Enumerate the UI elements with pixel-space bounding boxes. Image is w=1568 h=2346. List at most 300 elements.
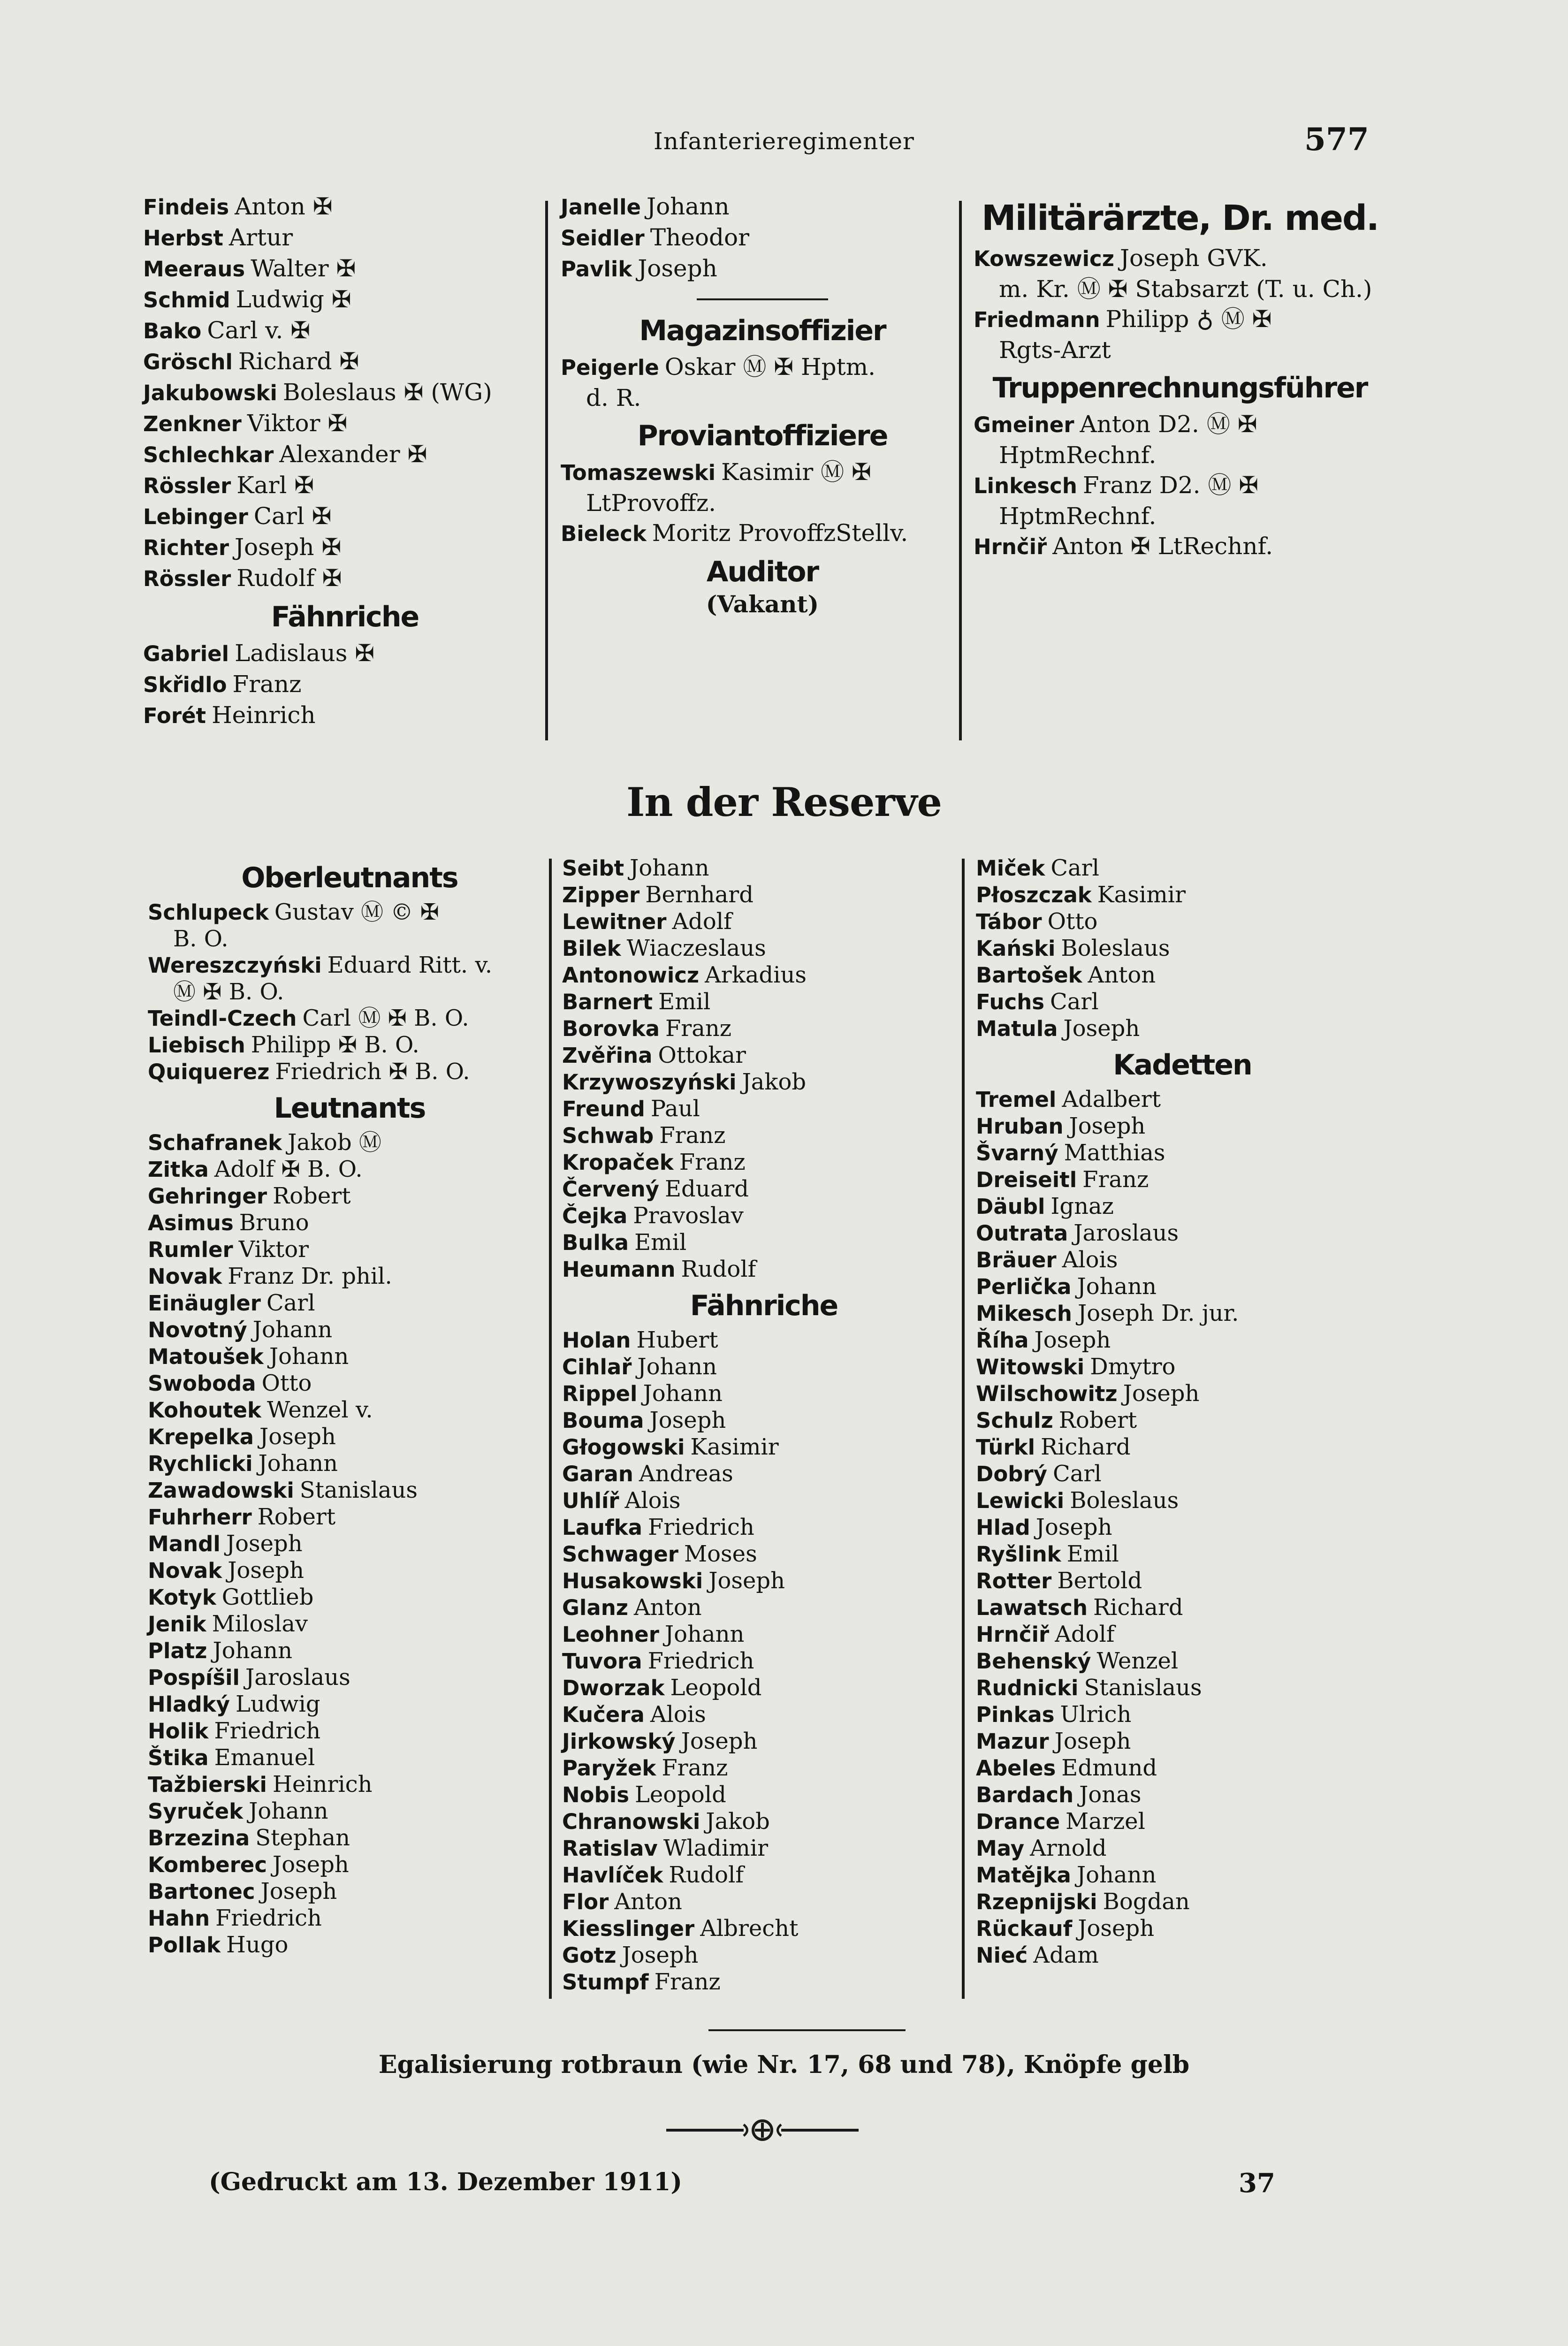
list-item [976,1220,1389,1247]
list-item [976,1675,1389,1701]
list-item [148,1005,551,1032]
given-name: Adolf ✠ B. O. [214,1156,363,1182]
given-name: Richard [1041,1434,1131,1460]
list-item [562,1808,966,1835]
surname: Witowski [976,1355,1085,1379]
surname: Tuvora [562,1649,642,1674]
entry-continuation: Rgts-Arzt [999,336,1111,364]
list-item [143,669,547,700]
list-item [562,962,966,989]
given-name: Joseph [260,1878,337,1904]
list-item [148,1905,551,1932]
section-heading: Leutnants [274,1092,426,1125]
surname: Tažbierski [148,1772,267,1797]
surname: Havlíček [562,1863,663,1888]
section-heading: Militärärzte, Dr. med. [981,198,1379,238]
surname: Kohoutek [148,1398,261,1423]
section-heading: Oberleutnants [241,861,458,894]
given-name: Franz [659,1122,726,1149]
surname: Schafranek [148,1130,282,1155]
entry-continuation: HptmRechnf. [999,442,1157,469]
surname: Schulz [976,1408,1053,1433]
list-item [148,1584,551,1611]
section-heading: Truppenrechnungsführer [992,372,1368,404]
given-name: Franz [665,1015,732,1042]
given-name: Moritz ProvoffzStellv. [652,519,908,547]
given-name: Joseph [638,255,717,282]
given-name: Friedrich [214,1718,321,1744]
surname: Türkl [976,1435,1035,1460]
given-name: Leopold [635,1782,726,1808]
list-item [148,1771,551,1798]
given-name: Heinrich [272,1771,373,1798]
list-item [143,563,547,594]
list-item [143,408,547,439]
entry-continuation: m. Kr. Ⓜ ✠ Stabsarzt (T. u. Ch.) [999,275,1372,303]
entry-continuation: d. R. [586,384,641,411]
given-name: Rudolf [669,1862,744,1888]
surname: Hrnčiř [974,534,1047,559]
list-item [976,1380,1389,1407]
given-name: Alois [1062,1247,1118,1273]
given-name: Ludwig ✠ [236,286,351,313]
given-name: Johann [249,1798,328,1824]
surname: Fuhrherr [148,1505,252,1530]
surname: Gotz [562,1943,617,1968]
surname: Holan [562,1328,631,1353]
section-heading: Fähnriche [690,1289,838,1322]
surname: Zawadowski [148,1478,294,1503]
surname: Lawatsch [976,1595,1088,1620]
list-item [562,1728,966,1755]
given-name: Joseph [273,1851,349,1878]
surname: Zenkner [143,411,242,436]
list-item [976,1015,1389,1042]
surname: Gabriel [143,641,229,666]
given-name: Franz Dr. phil. [228,1263,392,1289]
given-name: Adolf [672,908,732,935]
surname: Dobrý [976,1462,1048,1486]
surname: Däubl [976,1194,1045,1219]
given-name: Carl Ⓜ ✠ B. O. [302,1005,469,1031]
column-divider [962,859,965,1999]
egalisierung-note: Egalisierung rotbraun (wie Nr. 17, 68 und 78), Knöpfe gelb [378,2050,1190,2079]
surname: Paryžek [562,1756,656,1781]
surname: Mikesch [976,1301,1072,1326]
surname: Lewitner [562,909,667,934]
list-item [561,191,964,222]
surname: Matoušek [148,1344,264,1369]
surname: Fuchs [976,990,1045,1014]
list-item [562,1862,966,1889]
given-name: Paul [650,1096,700,1122]
list-item [562,1915,966,1942]
surname: Mandl [148,1531,221,1556]
surname: Garan [562,1462,633,1486]
surname: Bouma [562,1408,644,1433]
surname: Bulka [562,1230,629,1255]
surname: Rzepnijski [976,1889,1097,1914]
given-name: Kasimir Ⓜ ✠ [721,458,871,486]
list-item [148,1397,551,1424]
list-item [143,439,547,470]
list-item [976,1407,1389,1434]
given-name: Johann [1076,1862,1157,1888]
given-name: Marzel [1066,1808,1145,1835]
surname: Seibt [562,856,624,881]
auditor-note: (Vakant) [706,590,819,618]
footer-rule [708,2029,906,2031]
list-item [976,1193,1389,1220]
given-name: Joseph [681,1728,758,1754]
list-item [148,1032,551,1059]
list-item [976,1166,1389,1193]
list-item [562,1755,966,1782]
given-name: Carl [1053,1461,1102,1487]
given-name: Miloslav [212,1611,308,1637]
given-name: Johann [269,1343,349,1370]
list-item [143,191,547,222]
given-name: Richard ✠ [238,348,359,375]
surname: Platz [148,1638,207,1663]
surname: Herbst [143,226,223,251]
list-item [562,855,966,882]
given-name: Richard [1093,1594,1183,1621]
surname: Jirkowský [562,1729,676,1754]
list-item [562,1149,966,1176]
list-item [976,855,1389,882]
surname: Brzezina [148,1826,250,1851]
given-name: Ignaz [1050,1193,1114,1219]
given-name: Karl ✠ [236,472,314,499]
surname: Kowszewicz [974,246,1114,271]
given-name: Joseph [226,1531,303,1557]
surname: Bartošek [976,963,1082,988]
signature-mark: 37 [1239,2168,1275,2199]
given-name: Emanuel [214,1744,315,1771]
column-1-active [143,191,547,731]
reserve-heading: In der Reserve [626,779,942,825]
list-item [143,700,547,731]
given-name: Albrecht [700,1915,799,1942]
section-rule [697,298,828,300]
list-item [976,1648,1389,1675]
surname: Kropaček [562,1150,674,1175]
list-item [974,243,1386,304]
given-name: Joseph [1078,1915,1155,1942]
given-name: Philipp ♁ Ⓜ ✠ [1105,305,1272,333]
surname: Glanz [562,1595,628,1620]
list-item [974,304,1386,365]
list-item [976,1273,1389,1300]
given-name: Joseph [259,1424,336,1450]
surname: Syruček [148,1799,244,1824]
given-name: Otto [261,1370,312,1396]
given-name: Carl [266,1290,315,1316]
given-name: Franz [679,1149,746,1175]
given-name: Pravoslav [633,1203,744,1229]
surname: Gmeiner [974,412,1074,437]
given-name: Rudolf [681,1256,756,1282]
given-name: Alois [624,1487,681,1514]
given-name: Moses [684,1541,757,1567]
list-item [562,1621,966,1648]
given-name: Johann [630,855,709,881]
list-item [148,1744,551,1771]
surname: Čejka [562,1203,628,1228]
column-2-active [561,191,964,618]
list-item [976,1354,1389,1380]
surname: Mazur [976,1729,1049,1754]
given-name: Joseph [1123,1380,1200,1407]
surname: Matějka [976,1863,1071,1888]
given-name: Gustav Ⓜ © ✠ [274,899,439,925]
list-item [976,1568,1389,1594]
list-item [976,1782,1389,1808]
surname: Głogowski [562,1435,685,1460]
given-name: Bertold [1057,1568,1142,1594]
given-name: Stephan [255,1825,350,1851]
list-item [976,1862,1389,1889]
list-item [143,638,547,669]
surname: Heumann [562,1257,676,1282]
surname: Hlad [976,1515,1030,1540]
list-item [561,352,964,413]
list-item [974,531,1386,562]
surname: Červený [562,1177,659,1202]
given-name: Kasimir [690,1434,779,1460]
given-name: Joseph [1069,1113,1146,1139]
surname: Rössler [143,566,231,591]
list-item [562,1434,966,1461]
given-name: Anton [614,1889,682,1915]
list-item [562,1096,966,1122]
surname: Perlička [976,1274,1072,1299]
surname: Flor [562,1889,609,1914]
given-name: Wiaczeslaus [626,935,766,961]
surname: Rotter [976,1569,1052,1593]
given-name: Ulrich [1060,1701,1132,1728]
given-name: Franz [232,670,302,698]
given-name: Joseph [708,1568,785,1594]
list-item [148,1156,551,1183]
entry-continuation: LtProvoffz. [586,489,716,517]
print-date: (Gedruckt am 13. Dezember 1911) [209,2168,682,2196]
list-item [562,1015,966,1042]
surname: Płoszczak [976,883,1092,907]
surname: Schwager [562,1542,678,1567]
list-item [562,1648,966,1675]
given-name: Heinrich [212,701,316,729]
list-item [562,1594,966,1621]
surname: Nieć [976,1943,1028,1968]
given-name: Emil [1066,1541,1119,1567]
given-name: Rudolf ✠ [236,564,342,592]
given-name: Friedrich [215,1905,322,1931]
surname: Wereszczyński [148,953,322,978]
given-name: Gottlieb [221,1584,314,1610]
given-name: Hugo [226,1932,289,1958]
given-name: Viktor [238,1236,309,1263]
list-item [976,1915,1389,1942]
list-item [562,1042,966,1069]
surname: Schlupeck [148,900,269,925]
given-name: Otto [1047,908,1098,935]
given-name: Jonas [1079,1782,1142,1808]
given-name: Ladislaus ✠ [235,640,375,667]
list-item [976,1594,1389,1621]
given-name: Stanislaus [1084,1675,1202,1701]
given-name: Wenzel v. [266,1397,373,1423]
list-item [148,1450,551,1477]
given-name: Emil [634,1229,687,1256]
given-name: Johann [664,1621,745,1647]
given-name: Carl v. ✠ [207,317,311,344]
surname: Bartonec [148,1879,255,1904]
given-name: Philipp ✠ B. O. [251,1032,419,1058]
given-name: Stanislaus [299,1477,418,1503]
surname: Komberec [148,1852,267,1877]
list-item [148,1825,551,1851]
surname: Bako [143,319,202,343]
surname: Richter [143,535,229,560]
surname: Pospíšil [148,1665,240,1690]
surname: Hrnčiř [976,1622,1050,1647]
given-name: Friedrich [647,1648,754,1674]
given-name: Kasimir [1097,882,1186,908]
list-item [976,1086,1389,1113]
list-item [976,1327,1389,1354]
section-heading: Kadetten [1113,1049,1252,1082]
surname: Bardach [976,1782,1074,1807]
surname: Skřidlo [143,672,227,697]
surname: Meeraus [143,257,245,282]
entry-continuation: Ⓜ ✠ B. O. [173,979,284,1005]
section-heading: Fähnriche [271,601,419,633]
list-item [976,908,1389,935]
given-name: Alois [650,1701,706,1728]
surname: Laufka [562,1515,642,1540]
given-name: Edmund [1061,1755,1157,1781]
list-item [562,1541,966,1568]
surname: Linkesch [974,473,1077,498]
list-item [562,908,966,935]
list-item [976,1461,1389,1487]
surname: Asimus [148,1211,234,1235]
given-name: Adam [1033,1942,1099,1968]
list-item [148,1424,551,1450]
column-3-active [974,191,1386,562]
given-name: Joseph [1054,1728,1131,1754]
list-item [148,1638,551,1664]
given-name: Anton D2. Ⓜ ✠ [1080,411,1257,438]
given-name: Joseph [1063,1015,1140,1042]
surname: Wilschowitz [976,1381,1118,1406]
section-heading: Auditor [706,556,819,588]
list-item [148,1236,551,1263]
list-item [148,1932,551,1958]
surname: Jenik [148,1612,206,1637]
list-item [148,1317,551,1343]
surname: Dreiseitl [976,1167,1077,1192]
list-item [562,989,966,1015]
surname: Rumler [148,1237,233,1262]
list-item [562,882,966,908]
list-item [562,1229,966,1256]
surname: Schmid [143,288,230,312]
given-name: Joseph [622,1942,699,1968]
surname: Friedmann [974,307,1100,332]
surname: Schwab [562,1123,654,1148]
surname: Bilek [562,936,621,961]
list-item [562,1354,966,1380]
list-item [148,1851,551,1878]
list-item [148,1183,551,1210]
surname: May [976,1836,1025,1861]
given-name: Boleslaus [1070,1487,1179,1514]
surname: Rössler [143,473,231,498]
given-name: Boleslaus ✠ (WG) [282,379,492,406]
list-item [143,284,547,315]
given-name: Friedrich [647,1514,754,1540]
list-item [976,1942,1389,1969]
list-item [976,1889,1389,1915]
section-heading: Proviantoffiziere [637,419,888,452]
list-item [562,935,966,962]
list-item [561,253,964,284]
given-name: Theodor [650,224,749,251]
surname: Schlechkar [143,442,274,467]
list-item [562,1487,966,1514]
surname: Rychlicki [148,1451,253,1476]
list-item [148,1664,551,1691]
given-name: Boleslaus [1061,935,1170,961]
list-item [976,1434,1389,1461]
surname: Bräuer [976,1248,1057,1272]
list-item [148,1718,551,1744]
given-name: Wenzel [1096,1648,1179,1674]
list-item [562,1782,966,1808]
given-name: Arnold [1030,1835,1107,1861]
list-item [148,1611,551,1638]
surname: Novak [148,1264,222,1289]
given-name: Joseph Dr. jur. [1077,1300,1239,1326]
entry-continuation: B. O. [173,926,228,952]
given-name: Ottokar [658,1042,746,1068]
surname: Ratislav [562,1836,658,1861]
given-name: Anton [633,1594,702,1621]
surname: Husakowski [562,1569,703,1593]
list-item [562,1942,966,1969]
given-name: Joseph [1035,1514,1112,1540]
surname: Matula [976,1016,1058,1041]
list-item [562,1176,966,1203]
surname: Pollak [148,1933,221,1958]
surname: Miček [976,856,1045,881]
entry-continuation: HptmRechnf. [999,503,1157,530]
given-name: Bogdan [1103,1889,1190,1915]
given-name: Viktor ✠ [247,410,348,437]
list-item [976,1487,1389,1514]
given-name: Johann [1077,1273,1157,1300]
list-item [562,1327,966,1354]
surname: Gehringer [148,1184,267,1209]
surname: Krepelka [148,1424,254,1449]
given-name: Anton ✠ LtRechnf. [1052,533,1273,560]
surname: Freund [562,1097,645,1121]
given-name: Robert [273,1183,351,1209]
list-item [148,1691,551,1718]
